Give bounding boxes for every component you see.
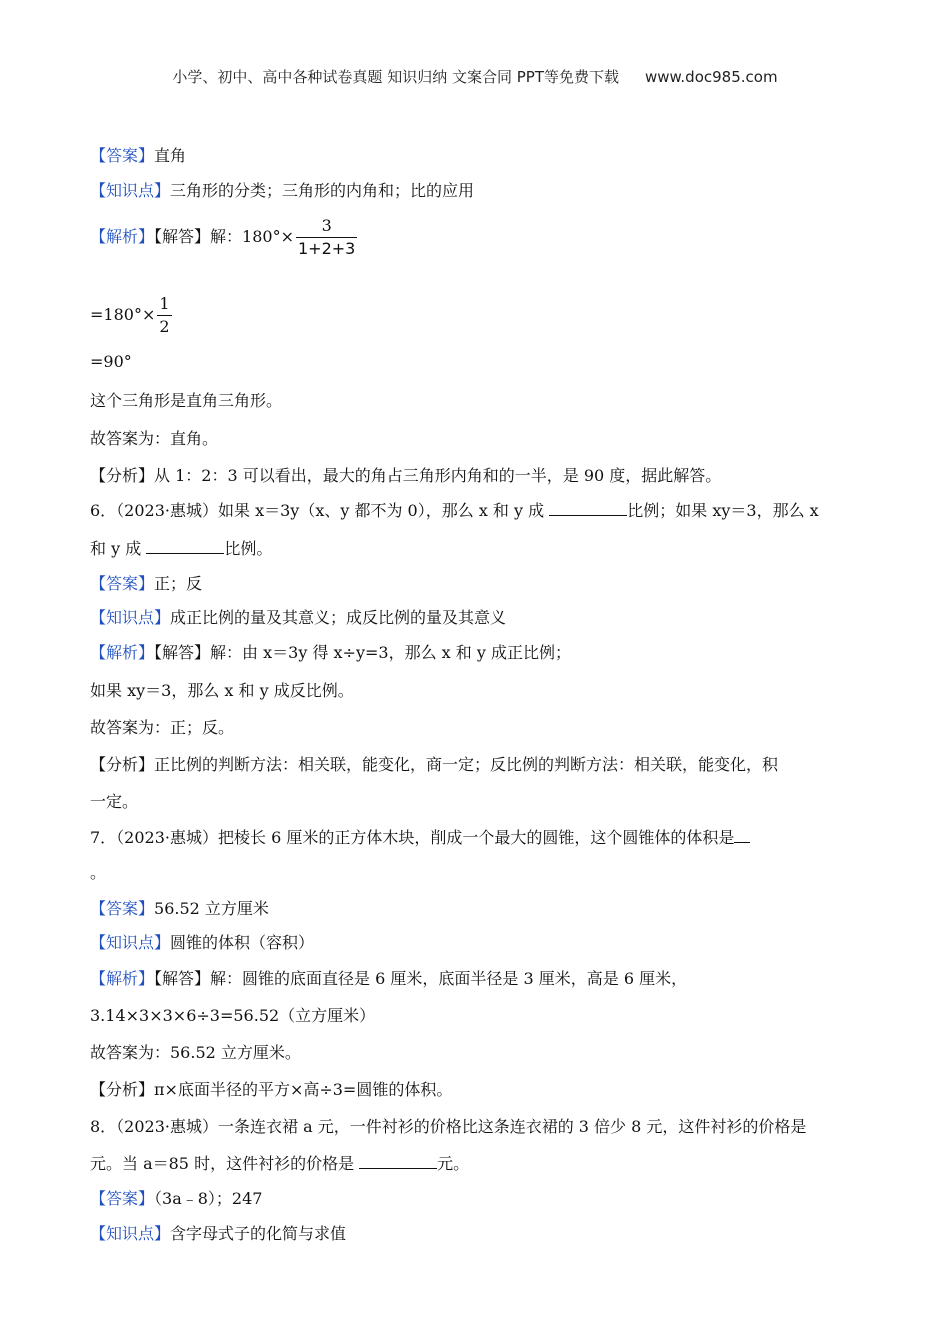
- q5-step2-line: [90, 290, 860, 340]
- q5-fenxi-line: [90, 465, 860, 487]
- fraction: [296, 215, 357, 260]
- solve-tag: 【解答】: [154, 227, 211, 246]
- answer-blank: [146, 539, 224, 554]
- q5-solve-prefix: 解：180°×: [210, 227, 294, 246]
- q6-stem-a: 6．（2023·惠城）如果 x＝3y（x、y 都不为 0），那么 x 和 y 成: [90, 501, 545, 520]
- header-text: 小学、初中、高中各种试卷真题 知识归纳 文案合同 PPT等免费下载: [172, 68, 619, 86]
- q5-answer: 直角: [154, 146, 187, 165]
- q8-stem2-b: 元。: [437, 1154, 470, 1173]
- analysis-tag: 【解析】: [90, 643, 155, 662]
- answer-blank: [359, 1154, 437, 1169]
- solve-tag: 【解答】: [154, 643, 211, 662]
- q5-fenxi: 从 1：2：3 可以看出，最大的角占三角形内角和的一半，是 90 度，据此解答。: [154, 466, 722, 485]
- q8-answer: （3a﹣8）；247: [154, 1189, 263, 1208]
- q8-knowledge-line: [90, 1223, 860, 1245]
- q6-stem-b: 比例；如果 xy＝3，那么 x: [627, 501, 819, 520]
- fraction: [157, 293, 171, 338]
- knowledge-tag: 【知识点】: [90, 933, 171, 952]
- q7-final: 故答案为：56.52 立方厘米。: [90, 1043, 301, 1062]
- q7-fenxi-line: [90, 1079, 860, 1101]
- q6-fenxi2: 一定。: [90, 792, 139, 811]
- fraction-numerator: 3: [296, 215, 357, 238]
- q7-answer: 56.52 立方厘米: [154, 899, 269, 918]
- q6-stem-line2: [90, 538, 860, 560]
- knowledge-tag: 【知识点】: [90, 608, 171, 627]
- q8-stem: 8．（2023·惠城）一条连衣裙 a 元，一件衬衫的价格比这条连衣裙的 3 倍少 8 元，这件衬衫的价格是: [90, 1117, 807, 1136]
- answer-tag: 【答案】: [90, 574, 155, 593]
- q5-answer-line: [90, 145, 860, 167]
- q6-solve2: 如果 xy＝3，那么 x 和 y 成反比例。: [90, 681, 354, 700]
- q7-stem-line: [90, 827, 860, 849]
- fraction-numerator: 1: [157, 293, 171, 316]
- q5-final: 故答案为：直角。: [90, 429, 219, 448]
- q7-stem: 7．（2023·惠城）把棱长 6 厘米的正方体木块，削成一个最大的圆锥，这个圆锥体的体积是: [90, 828, 735, 847]
- q8-stem-line2: [90, 1153, 860, 1175]
- q5-step3: =90°: [90, 352, 132, 371]
- q7-solve: 解：圆锥的底面直径是 6 厘米，底面半径是 3 厘米，高是 6 厘米，: [210, 969, 688, 988]
- analysis-tag: 【解析】: [90, 227, 155, 246]
- q6-answer-line: [90, 573, 860, 595]
- analysis-tag: 【解析】: [90, 969, 155, 988]
- answer-blank: [734, 828, 750, 843]
- q6-answer: 正；反: [154, 574, 203, 593]
- q7-solution-line: [90, 968, 860, 990]
- q7-stem2: 。: [90, 863, 107, 882]
- q6-stem-line: [90, 500, 860, 522]
- q5-knowledge: 三角形的分类；三角形的内角和；比的应用: [170, 181, 475, 200]
- q8-stem2-a: 元。当 a＝85 时，这件衬衫的价格是: [90, 1154, 355, 1173]
- q6-knowledge: 成正比例的量及其意义；成反比例的量及其意义: [170, 608, 507, 627]
- q6-solution-line: [90, 642, 860, 664]
- q7-knowledge: 圆锥的体积（容积）: [170, 933, 315, 952]
- q5-solution-line: [90, 212, 860, 262]
- q5-knowledge-line: [90, 180, 860, 202]
- answer-tag: 【答案】: [90, 1189, 155, 1208]
- q6-fenxi: 正比例的判断方法：相关联，能变化，商一定；反比例的判断方法：相关联，能变化，积: [154, 755, 779, 774]
- q6-stem-d: 比例。: [224, 539, 273, 558]
- q6-knowledge-line: [90, 607, 860, 629]
- answer-tag: 【答案】: [90, 146, 155, 165]
- q8-knowledge: 含字母式子的化简与求值: [170, 1224, 347, 1243]
- q6-stem-c: 和 y 成: [90, 539, 142, 558]
- fenxi-tag: 【分析】: [90, 755, 155, 774]
- q7-fenxi: π×底面半径的平方×高÷3=圆锥的体积。: [154, 1080, 453, 1099]
- fenxi-tag: 【分析】: [90, 1080, 155, 1099]
- answer-blank: [549, 501, 627, 516]
- q7-answer-line: [90, 898, 860, 920]
- q7-calc: 3.14×3×3×6÷3=56.52（立方厘米）: [90, 1006, 376, 1025]
- q5-step2-prefix: =180°×: [90, 305, 156, 324]
- fraction-denominator: 2: [159, 317, 170, 336]
- q5-conclusion: 这个三角形是直角三角形。: [90, 391, 283, 410]
- q6-solve: 解：由 x＝3y 得 x÷y=3，那么 x 和 y 成正比例；: [210, 643, 571, 662]
- answer-tag: 【答案】: [90, 899, 155, 918]
- knowledge-tag: 【知识点】: [90, 1224, 171, 1243]
- fraction-denominator: 1+2+3: [297, 239, 356, 258]
- fenxi-tag: 【分析】: [90, 466, 155, 485]
- q6-final: 故答案为：正；反。: [90, 718, 235, 737]
- solve-tag: 【解答】: [154, 969, 211, 988]
- header-site: www.doc985.com: [644, 68, 778, 86]
- page-header: [0, 66, 950, 87]
- q6-fenxi-line: [90, 754, 860, 776]
- q7-knowledge-line: [90, 932, 860, 954]
- knowledge-tag: 【知识点】: [90, 181, 171, 200]
- q8-answer-line: [90, 1188, 860, 1210]
